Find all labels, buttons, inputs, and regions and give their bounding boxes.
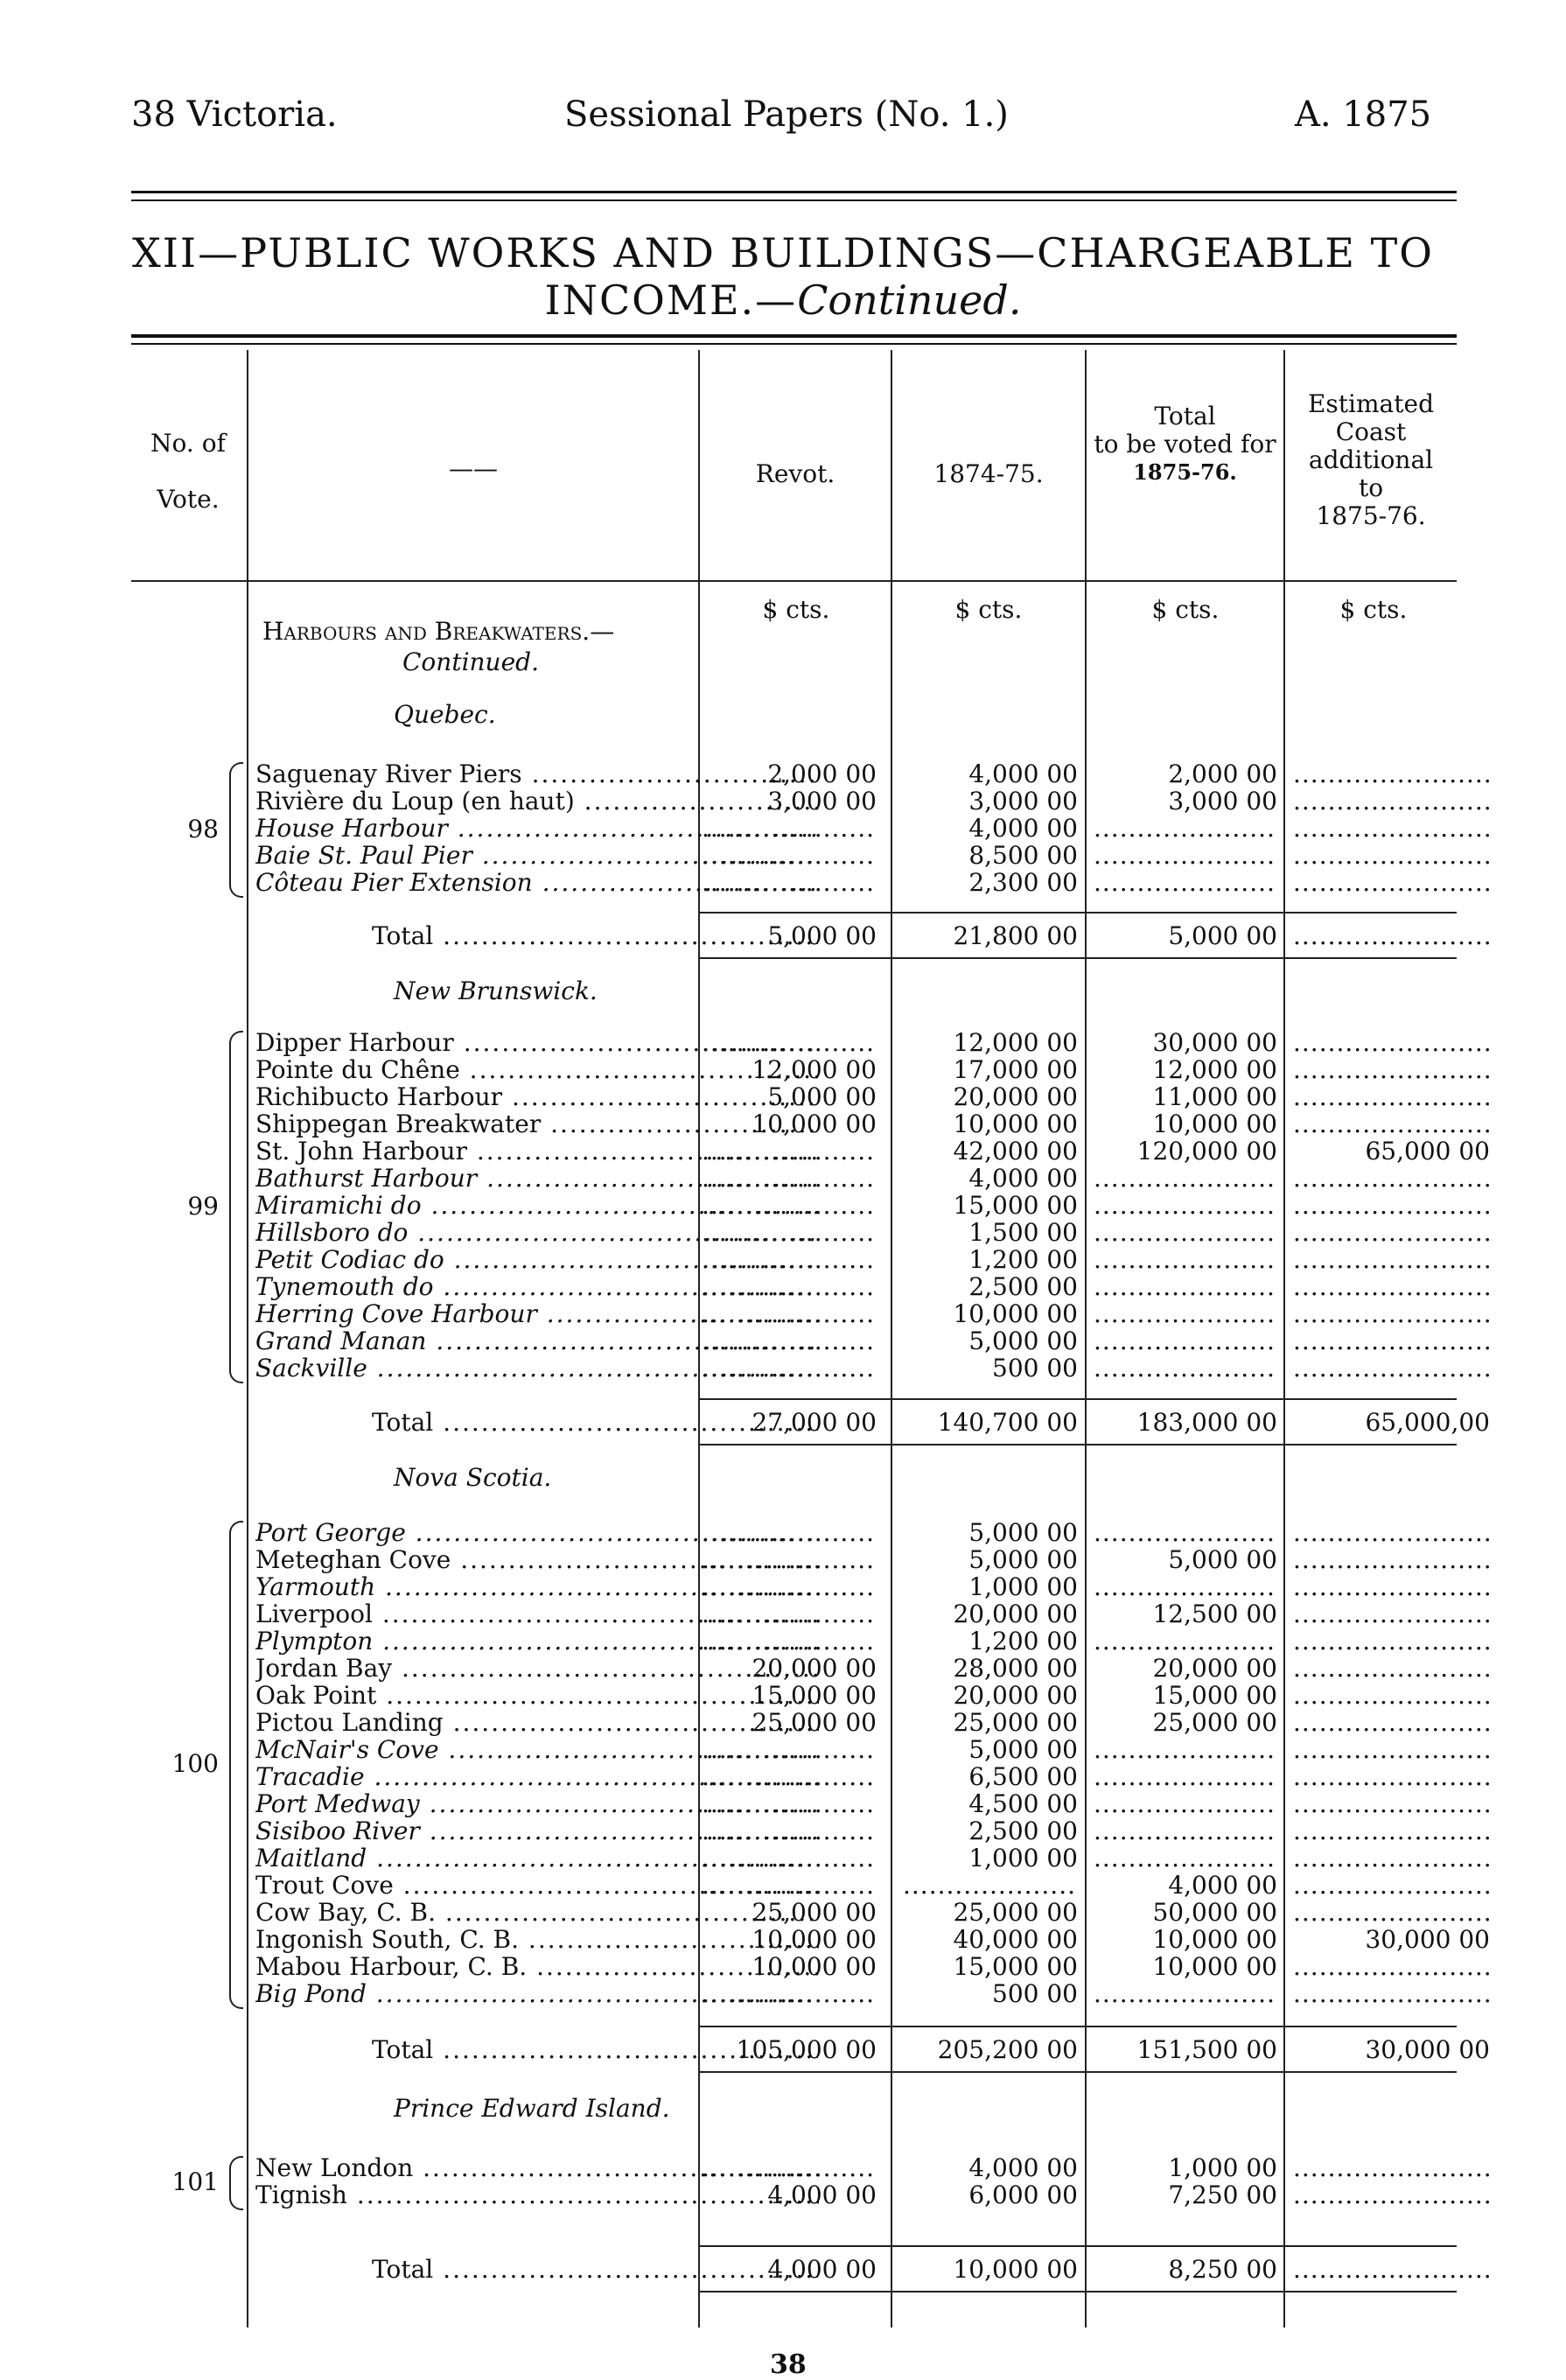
cell-revot: 25,000 00 — [752, 1899, 877, 1926]
cell-revot — [702, 869, 877, 896]
page-number: 38 — [770, 2349, 807, 2380]
subtotal-rule-below — [700, 2291, 1457, 2292]
col-head-estimated: Estimated Coast additional to 1875-76. — [1307, 389, 1434, 530]
row-description: Sackville ..... — [255, 1354, 819, 1382]
cell-revot: 20,000 00 — [752, 1655, 877, 1682]
row-description: Tignish ..... — [255, 2181, 819, 2208]
total-estimated — [1293, 2256, 1490, 2283]
cell-estimated — [1293, 1899, 1490, 1926]
cell-estimated — [1293, 760, 1490, 788]
total-label: Total ..... — [372, 2256, 818, 2283]
total-row — [131, 2256, 1457, 2283]
total-row — [131, 2036, 1490, 2063]
cell-estimated — [1293, 1573, 1490, 1600]
total-1874: 21,800 00 — [953, 922, 1078, 949]
cell-1874: 2,500 00 — [968, 1273, 1078, 1300]
row-description: Ingonish South, C. B. ..... — [255, 1926, 819, 1953]
cell-total — [1094, 1327, 1277, 1354]
page-title — [0, 229, 1566, 324]
harbours-heading: Harbours and Breakwaters.— — [262, 617, 615, 646]
vote-number: 100 — [171, 1749, 219, 1778]
row-description: Liverpool ..... — [255, 1600, 819, 1628]
cell-1874: 1,000 00 — [968, 1573, 1078, 1600]
cell-revot: 10,000 00 — [752, 1926, 877, 1953]
cell-estimated — [1293, 788, 1490, 815]
table-row — [131, 1327, 1457, 1354]
cell-1874: 500 00 — [992, 1354, 1078, 1382]
cell-total — [1094, 1980, 1277, 2007]
cell-estimated — [1293, 2154, 1490, 2181]
cell-1874: 1,000 00 — [968, 1844, 1078, 1872]
row-description: Hillsboro do ..... — [255, 1219, 819, 1246]
table-row — [131, 1763, 1457, 1790]
row-description: Rivière du Loup (en haut) ..... — [255, 788, 819, 815]
cell-estimated — [1293, 1844, 1490, 1872]
cell-revot — [702, 1246, 877, 1273]
table-row — [131, 1844, 1457, 1872]
table-row — [131, 1790, 1457, 1817]
cell-revot — [702, 1790, 877, 1817]
cell-total — [1094, 1763, 1277, 1790]
col-head-revot: Revot. — [755, 459, 835, 488]
cell-revot: 10,000 00 — [752, 1953, 877, 1980]
cell-estimated — [1293, 1327, 1490, 1354]
cell-1874: 4,500 00 — [968, 1790, 1078, 1817]
cell-revot — [702, 1029, 877, 1056]
section-label: Quebec. — [394, 700, 496, 729]
table-row — [131, 788, 1457, 815]
row-description: Sisiboo River ..... — [255, 1817, 819, 1844]
cell-estimated: 65,000 00 — [1365, 1138, 1490, 1165]
units-1874: $ cts. — [954, 595, 1023, 624]
total-label: Total ..... — [372, 2036, 818, 2063]
cell-total: 12,000 00 — [1152, 1056, 1277, 1083]
cell-1874: 15,000 00 — [953, 1953, 1078, 1980]
total-revot: 5,000 00 — [767, 922, 877, 949]
subtotal-rule — [700, 912, 1457, 914]
cell-revot — [702, 842, 877, 869]
cell-estimated — [1293, 1273, 1490, 1300]
cell-total — [1094, 842, 1277, 869]
cell-estimated — [1293, 1192, 1490, 1219]
subtotal-rule — [700, 1398, 1457, 1400]
row-description: Oak Point ..... — [255, 1682, 819, 1709]
cell-total: 3,000 00 — [1168, 788, 1277, 815]
table-row — [131, 1682, 1457, 1709]
table-row — [131, 1519, 1457, 1546]
subtotal-rule — [700, 2245, 1457, 2247]
total-1874: 10,000 00 — [953, 2256, 1078, 2283]
table-row — [131, 1872, 1457, 1899]
cell-total: 120,000 00 — [1136, 1138, 1277, 1165]
title-continued: Continued. — [797, 276, 1022, 324]
cell-1874: 1,500 00 — [968, 1219, 1078, 1246]
row-description: Pointe du Chêne ..... — [255, 1056, 819, 1083]
cell-1874: 6,500 00 — [968, 1763, 1078, 1790]
cell-estimated — [1293, 1736, 1490, 1763]
cell-revot — [702, 1628, 877, 1655]
cell-revot: 15,000 00 — [752, 1682, 877, 1709]
cell-total — [1094, 869, 1277, 896]
cell-total — [1094, 1192, 1277, 1219]
cell-1874: 28,000 00 — [953, 1655, 1078, 1682]
cell-revot — [702, 1300, 877, 1327]
cell-revot: 10,000 00 — [752, 1110, 877, 1138]
vote-brace — [229, 1031, 243, 1383]
row-description: Meteghan Cove ..... — [255, 1546, 819, 1573]
total-revot: 4,000 00 — [767, 2256, 877, 2283]
table-row — [131, 1628, 1457, 1655]
total-1874: 140,700 00 — [937, 1409, 1078, 1436]
row-description: Trout Cove ..... — [255, 1872, 819, 1899]
cell-1874: 1,200 00 — [968, 1628, 1078, 1655]
cell-revot: 12,000 00 — [752, 1056, 877, 1083]
cell-estimated — [1293, 1300, 1490, 1327]
table-row — [131, 1980, 1457, 2007]
cell-estimated — [1293, 1872, 1490, 1899]
units-estimated: $ cts. — [1339, 595, 1408, 624]
cell-total: 11,000 00 — [1152, 1083, 1277, 1110]
cell-1874: 5,000 00 — [968, 1736, 1078, 1763]
title-line-2: INCOME.— — [544, 276, 798, 324]
harbours-heading-continued: Continued. — [402, 648, 539, 676]
cell-1874: 5,000 00 — [968, 1519, 1078, 1546]
cell-total — [1094, 1736, 1277, 1763]
cell-total — [1094, 1165, 1277, 1192]
cell-1874: 20,000 00 — [953, 1083, 1078, 1110]
table-row — [131, 1953, 1457, 1980]
row-description: Saguenay River Piers ..... — [255, 760, 819, 788]
cell-estimated — [1293, 1354, 1490, 1382]
cell-revot: 2,000 00 — [767, 760, 877, 788]
table-row — [131, 1165, 1457, 1192]
col-head-description: —— — [449, 454, 498, 483]
row-description: Yarmouth ..... — [255, 1573, 819, 1600]
cell-1874: 1,200 00 — [968, 1246, 1078, 1273]
total-estimated — [1293, 922, 1490, 949]
cell-estimated — [1293, 1682, 1490, 1709]
table-row — [131, 1246, 1457, 1273]
table-row — [131, 1600, 1457, 1628]
title-rule-bottom — [131, 343, 1457, 345]
col-head-total: Total to be voted for 1875-76. — [1094, 402, 1276, 485]
row-description: Richibucto Harbour ..... — [255, 1083, 819, 1110]
cell-estimated — [1293, 1165, 1490, 1192]
table-row — [131, 1354, 1457, 1382]
total-estimated: 65,000,00 — [1365, 1409, 1490, 1436]
cell-total — [1094, 1219, 1277, 1246]
table-row — [131, 760, 1457, 788]
row-description: Bathurst Harbour ..... — [255, 1165, 819, 1192]
vote-brace — [229, 1521, 243, 2009]
row-description: McNair's Cove ..... — [255, 1736, 819, 1763]
cell-revot — [702, 1872, 877, 1899]
cell-1874: 40,000 00 — [953, 1926, 1078, 1953]
cell-revot: 25,000 00 — [752, 1709, 877, 1736]
cell-estimated: 30,000 00 — [1365, 1926, 1490, 1953]
vote-brace — [229, 762, 243, 898]
row-description: Pictou Landing ..... — [255, 1709, 819, 1736]
section-label: New Brunswick. — [394, 976, 598, 1005]
cell-revot — [702, 1327, 877, 1354]
title-line-1: XII—PUBLIC WORKS AND BUILDINGS—CHARGEABLE TO — [132, 229, 1434, 276]
cell-total: 10,000 00 — [1152, 1953, 1277, 1980]
row-description: Herring Cove Harbour ..... — [255, 1300, 819, 1327]
table-row — [131, 1110, 1457, 1138]
cell-1874: 4,000 00 — [968, 1165, 1078, 1192]
row-description: Tynemouth do ..... — [255, 1273, 819, 1300]
table-row — [131, 1655, 1457, 1682]
table-row — [131, 1709, 1457, 1736]
cell-total: 10,000 00 — [1152, 1110, 1277, 1138]
cell-total: 15,000 00 — [1152, 1682, 1277, 1709]
cell-1874: 15,000 00 — [953, 1192, 1078, 1219]
cell-total: 12,500 00 — [1152, 1600, 1277, 1628]
cell-total — [1094, 1246, 1277, 1273]
cell-total: 5,000 00 — [1168, 1546, 1277, 1573]
header-rule-top — [131, 191, 1457, 193]
cell-1874: 3,000 00 — [968, 788, 1078, 815]
title-rule-top — [131, 334, 1457, 338]
table-row — [131, 1899, 1457, 1926]
cell-1874: 42,000 00 — [953, 1138, 1078, 1165]
cell-1874: 25,000 00 — [953, 1709, 1078, 1736]
total-1874: 205,200 00 — [937, 2036, 1078, 2063]
cell-revot — [702, 815, 877, 842]
cell-1874: 500 00 — [992, 1980, 1078, 2007]
row-description: Petit Codiac do ..... — [255, 1246, 819, 1273]
cell-total: 50,000 00 — [1152, 1899, 1277, 1926]
table-row — [131, 1546, 1457, 1573]
cell-total: 4,000 00 — [1168, 1872, 1277, 1899]
cell-total: 30,000 00 — [1152, 1029, 1277, 1056]
cell-estimated — [1293, 1628, 1490, 1655]
row-description: Tracadie ..... — [255, 1763, 819, 1790]
table-row — [131, 1138, 1490, 1165]
units-total: $ cts. — [1151, 595, 1220, 624]
cell-total: 7,250 00 — [1168, 2181, 1277, 2208]
cell-1874: 8,500 00 — [968, 842, 1078, 869]
total-total: 183,000 00 — [1136, 1409, 1277, 1436]
total-row — [131, 1409, 1490, 1436]
cell-1874: 6,000 00 — [968, 2181, 1078, 2208]
cell-revot: 4,000 00 — [767, 2181, 877, 2208]
total-total: 8,250 00 — [1168, 2256, 1277, 2283]
cell-estimated — [1293, 1790, 1490, 1817]
table-row — [131, 1300, 1457, 1327]
table-row — [131, 1029, 1457, 1056]
cell-revot — [702, 1138, 877, 1165]
cell-1874: 10,000 00 — [953, 1300, 1078, 1327]
cell-estimated — [1293, 1655, 1490, 1682]
row-description: Port George ..... — [255, 1519, 819, 1546]
cell-revot — [702, 1546, 877, 1573]
cell-total: 1,000 00 — [1168, 2154, 1277, 2181]
section-label: Prince Edward Island. — [394, 2094, 670, 2123]
cell-revot: 3,000 00 — [767, 788, 877, 815]
table-row — [131, 815, 1457, 842]
row-description: New London ..... — [255, 2154, 819, 2181]
units-revot: $ cts. — [762, 595, 830, 624]
cell-1874: 10,000 00 — [953, 1110, 1078, 1138]
cell-1874: 5,000 00 — [968, 1546, 1078, 1573]
cell-estimated — [1293, 1110, 1490, 1138]
total-revot: 27,000 00 — [752, 1409, 877, 1436]
cell-revot — [702, 1763, 877, 1790]
cell-revot — [702, 1600, 877, 1628]
total-label: Total ..... — [372, 1409, 818, 1436]
cell-estimated — [1293, 1953, 1490, 1980]
header-rule-bottom — [131, 200, 1457, 201]
total-revot: 105,000 00 — [736, 2036, 877, 2063]
total-row — [131, 922, 1457, 949]
cell-1874: 2,300 00 — [968, 869, 1078, 896]
vote-number: 99 — [187, 1191, 219, 1221]
total-label: Total ..... — [372, 922, 818, 949]
cell-1874: 4,000 00 — [968, 815, 1078, 842]
cell-revot — [702, 1736, 877, 1763]
row-description: Côteau Pier Extension ..... — [255, 869, 819, 896]
subtotal-rule — [700, 2026, 1457, 2027]
cell-total — [1094, 1519, 1277, 1546]
cell-total — [1094, 1273, 1277, 1300]
cell-revot — [702, 1219, 877, 1246]
cell-revot — [702, 1273, 877, 1300]
row-description: Shippegan Breakwater ..... — [255, 1110, 819, 1138]
cell-estimated — [1293, 1980, 1490, 2007]
row-description: Jordan Bay ..... — [255, 1655, 819, 1682]
cell-total: 10,000 00 — [1152, 1926, 1277, 1953]
cell-total — [1094, 1300, 1277, 1327]
table-row — [131, 1573, 1457, 1600]
table-row — [131, 1817, 1457, 1844]
cell-1874: 5,000 00 — [968, 1327, 1078, 1354]
cell-total: 25,000 00 — [1152, 1709, 1277, 1736]
section-label: Nova Scotia. — [394, 1463, 552, 1492]
cell-1874: 4,000 00 — [968, 760, 1078, 788]
table-row — [131, 1736, 1457, 1763]
table-row — [131, 1926, 1490, 1953]
cell-1874: 20,000 00 — [953, 1682, 1078, 1709]
cell-revot — [702, 2154, 877, 2181]
row-description: Grand Manan ..... — [255, 1327, 819, 1354]
cell-estimated — [1293, 2181, 1490, 2208]
cell-revot — [702, 1817, 877, 1844]
header-right: A. 1875 — [1295, 94, 1432, 135]
table-row — [131, 1192, 1457, 1219]
cell-revot — [702, 1573, 877, 1600]
cell-total: 2,000 00 — [1168, 760, 1277, 788]
table-row — [131, 1083, 1457, 1110]
row-description: Maitland ..... — [255, 1844, 819, 1872]
row-description: Miramichi do ..... — [255, 1192, 819, 1219]
cell-estimated — [1293, 815, 1490, 842]
cell-total — [1094, 1628, 1277, 1655]
cell-total — [1094, 1844, 1277, 1872]
table-row — [131, 1056, 1457, 1083]
cell-revot — [702, 1980, 877, 2007]
cell-estimated — [1293, 1083, 1490, 1110]
header-separator — [131, 580, 1457, 582]
table-row — [131, 842, 1457, 869]
cell-revot — [702, 1165, 877, 1192]
cell-estimated — [1293, 1600, 1490, 1628]
cell-estimated — [1293, 1029, 1490, 1056]
col-head-vote: No. of Vote. — [150, 429, 226, 514]
cell-estimated — [1293, 1219, 1490, 1246]
subtotal-rule-below — [700, 1444, 1457, 1446]
cell-estimated — [1293, 1056, 1490, 1083]
subtotal-rule-below — [700, 957, 1457, 959]
cell-estimated — [1293, 1519, 1490, 1546]
cell-total — [1094, 815, 1277, 842]
cell-1874: 2,500 00 — [968, 1817, 1078, 1844]
cell-1874: 12,000 00 — [953, 1029, 1078, 1056]
header-left: 38 Victoria. — [131, 94, 338, 135]
cell-estimated — [1293, 1546, 1490, 1573]
cell-1874: 17,000 00 — [953, 1056, 1078, 1083]
cell-total — [1094, 1573, 1277, 1600]
row-description: House Harbour ..... — [255, 815, 819, 842]
cell-total — [1094, 1790, 1277, 1817]
cell-revot — [702, 1844, 877, 1872]
row-description: Dipper Harbour ..... — [255, 1029, 819, 1056]
vote-number: 98 — [187, 814, 219, 844]
row-description: Mabou Harbour, C. B. ..... — [255, 1953, 819, 1980]
col-head-1874: 1874-75. — [933, 459, 1044, 488]
table-row — [131, 1273, 1457, 1300]
table-row — [131, 1219, 1457, 1246]
cell-total — [1094, 1817, 1277, 1844]
cell-estimated — [1293, 842, 1490, 869]
vote-brace — [229, 2156, 243, 2210]
cell-1874: 4,000 00 — [968, 2154, 1078, 2181]
table-row — [131, 869, 1457, 896]
table-row — [131, 2154, 1457, 2181]
vote-number: 101 — [171, 2167, 219, 2196]
cell-estimated — [1293, 1763, 1490, 1790]
table-row — [131, 2181, 1457, 2208]
cell-total: 20,000 00 — [1152, 1655, 1277, 1682]
total-total: 5,000 00 — [1168, 922, 1277, 949]
row-description: Big Pond ..... — [255, 1980, 819, 2007]
cell-revot — [702, 1192, 877, 1219]
total-total: 151,500 00 — [1136, 2036, 1277, 2063]
cell-estimated — [1293, 869, 1490, 896]
cell-total — [1094, 1354, 1277, 1382]
row-description: Port Medway ..... — [255, 1790, 819, 1817]
row-description: Plympton ..... — [255, 1628, 819, 1655]
cell-revot: 5,000 00 — [767, 1083, 877, 1110]
cell-revot — [702, 1354, 877, 1382]
cell-revot — [702, 1519, 877, 1546]
cell-1874: 20,000 00 — [953, 1600, 1078, 1628]
row-description: Baie St. Paul Pier ..... — [255, 842, 819, 869]
cell-estimated — [1293, 1817, 1490, 1844]
row-description: St. John Harbour ..... — [255, 1138, 819, 1165]
row-description: Cow Bay, C. B. ..... — [255, 1899, 819, 1926]
header-center: Sessional Papers (No. 1.) — [564, 94, 1009, 135]
cell-estimated — [1293, 1246, 1490, 1273]
total-estimated: 30,000 00 — [1365, 2036, 1490, 2063]
cell-1874 — [903, 1872, 1078, 1899]
cell-1874: 25,000 00 — [953, 1899, 1078, 1926]
subtotal-rule-below — [700, 2071, 1457, 2073]
cell-estimated — [1293, 1709, 1490, 1736]
